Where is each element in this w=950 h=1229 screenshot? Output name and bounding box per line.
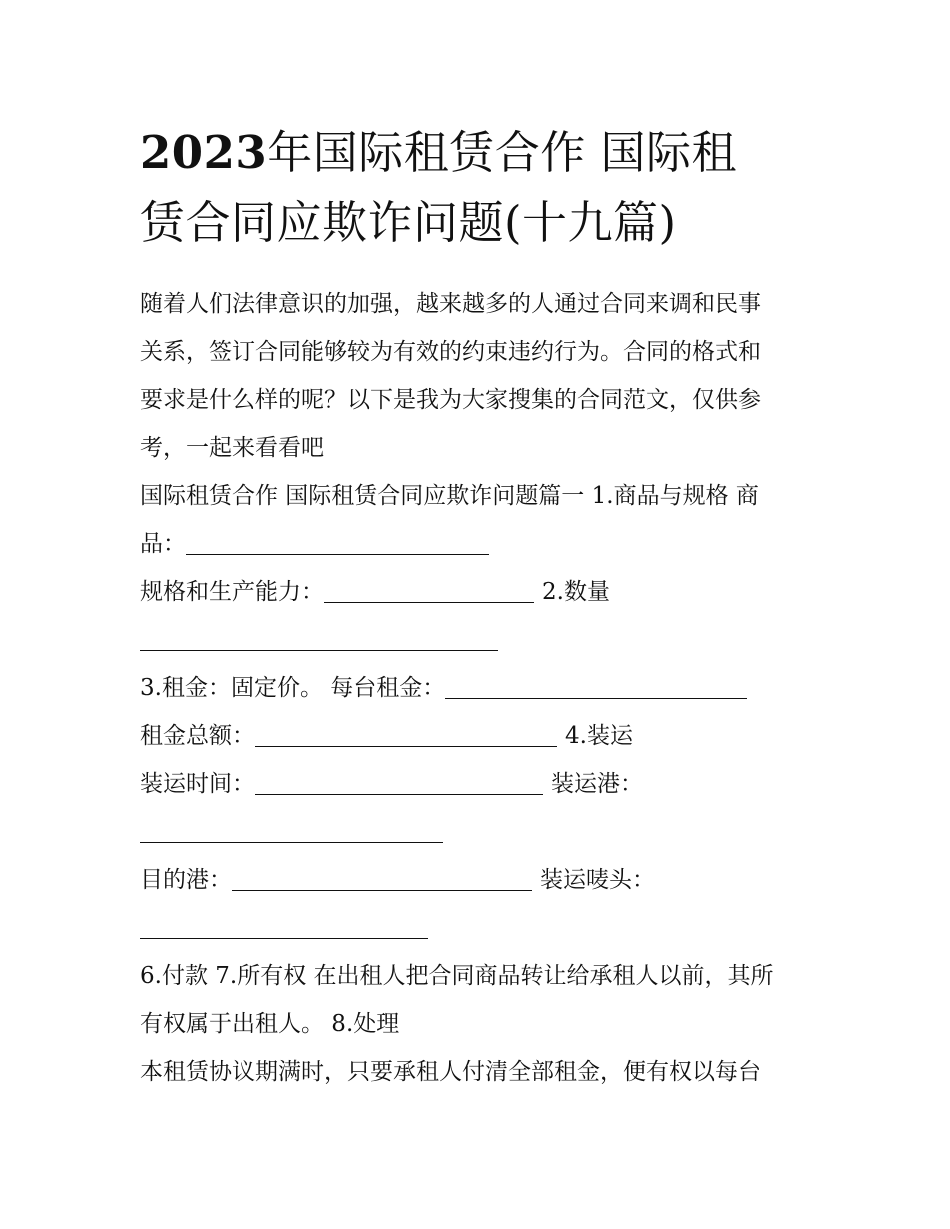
title-line2-text: 赁合同应欺诈问题(十九篇)	[140, 196, 677, 249]
quantity-row	[140, 616, 820, 664]
rent-per-unit-blank[interactable]	[445, 668, 747, 699]
ship-time-row	[140, 760, 820, 808]
goods-blank[interactable]	[186, 524, 489, 555]
rent-line-label: 3.租金：固定价。 每台租金：	[140, 675, 446, 701]
ship-mark-label: 装运唛头：	[540, 867, 655, 893]
ship-mark-blank[interactable]	[140, 908, 428, 939]
contract-heading: 国际租赁合作 国际租赁合同应欺诈问题篇一 1.商品与规格 商	[140, 483, 759, 509]
intro-line-1: 随着人们法律意识的加强，越来越多的人通过合同来调和民事	[140, 291, 761, 317]
title-year: 2023	[140, 126, 268, 179]
spec-row	[140, 568, 820, 616]
dest-port-label: 目的港：	[140, 867, 232, 893]
dest-port-blank[interactable]	[232, 860, 532, 891]
payment-line: 6.付款 7.所有权 在出租人把合同商品转让给承租人以前，其所	[140, 963, 774, 989]
rent-row	[140, 664, 820, 712]
dest-port-row	[140, 856, 820, 904]
document-page	[140, 0, 820, 1229]
shipping-label: 4.装运	[565, 723, 633, 749]
rent-total-label: 租金总额：	[140, 723, 255, 749]
ship-time-blank[interactable]	[255, 764, 543, 795]
intro-line-3: 要求是什么样的呢？以下是我为大家搜集的合同范文，仅供参	[140, 387, 761, 413]
quantity-label: 2.数量	[542, 579, 610, 605]
ship-time-label: 装运时间：	[140, 771, 255, 797]
document-title	[140, 118, 820, 258]
title-line1-text: 年国际租赁合作 国际租	[267, 126, 738, 179]
ship-port-label: 装运港：	[551, 771, 643, 797]
document-body	[140, 280, 820, 1096]
spec-blank[interactable]	[324, 572, 534, 603]
rent-total-row	[140, 712, 820, 760]
goods-label: 品：	[140, 531, 186, 557]
ship-mark-row	[140, 904, 820, 952]
disposal-line: 本租赁协议期满时，只要承租人付清全部租金，便有权以每台	[140, 1059, 761, 1085]
ownership-line: 有权属于出租人。 8.处理	[140, 1011, 400, 1037]
ship-port-row	[140, 808, 820, 856]
goods-row	[140, 520, 820, 568]
quantity-blank[interactable]	[140, 620, 498, 651]
intro-line-2: 关系，签订合同能够较为有效的约束违约行为。合同的格式和	[140, 339, 761, 365]
rent-total-blank[interactable]	[255, 716, 557, 747]
spec-label: 规格和生产能力：	[140, 579, 324, 605]
ship-port-blank[interactable]	[140, 812, 443, 843]
intro-line-4: 考，一起来看看吧	[140, 435, 324, 461]
